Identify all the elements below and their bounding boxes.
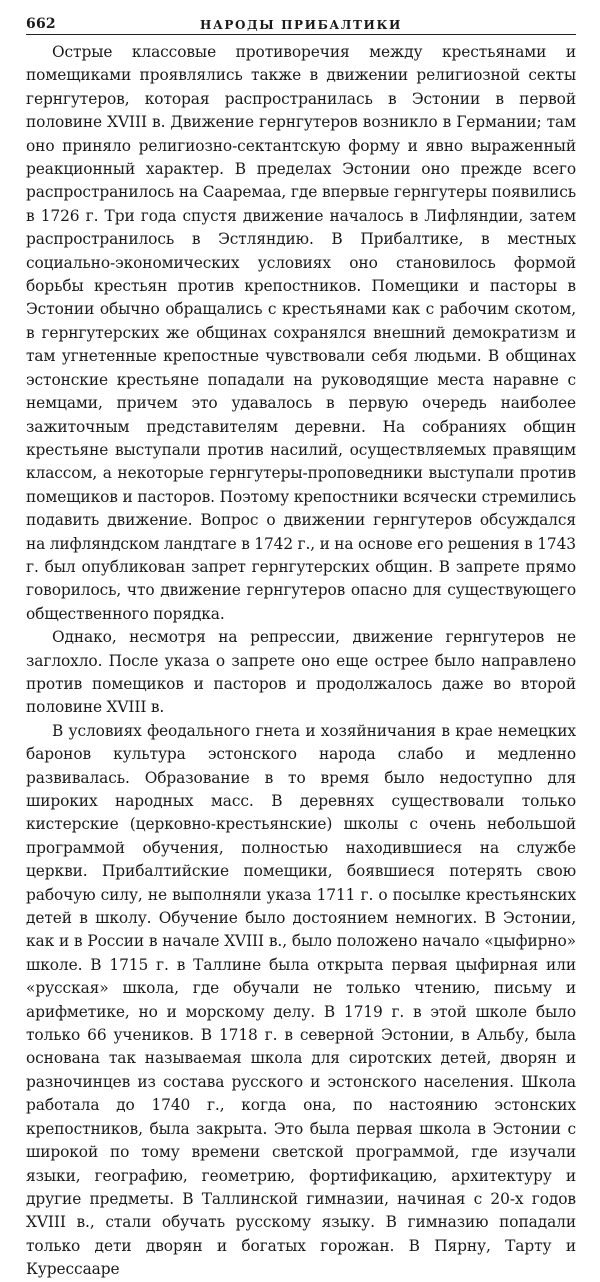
paragraph: Однако, несмотря на репрессии, движение гернгутеров не заглохло. После указа о запрете оно еще острее было направлено против помещиков и пасторов и продолжалось даже во второй половине XVIII в. <box>26 628 576 717</box>
page-number: 662 <box>26 16 56 32</box>
paragraph: Острые классовые противоречия между крестьянами и помещиками проявлялись также в движении религиозной секты гернгутеров, которая распространилась в Эстонии в первой половине XVIII в. Движение гернгутеров возникло в Германии; там оно приняло религиозно-сектантскую форму и явно выраженный реакционный характер. В пределах Эстонии оно прежде всего распространилось на Сааремаа, где впервые гернгутеры появились в 1726 г. Три года спустя движение началось в Лифляндии, затем распространилось в Эстляндию. В Прибалтике, в местных социально-экономических условиях оно становилось формой борьбы крестьян против крепостников. Помещики и пасторы в Эстонии обычно обращались с крестьянами как с рабочим скотом, в гернгутерских же общинах сохранялся внешний демократизм и там угнетенные крепостные чувствовали себя людьми. В общинах эстонские крестьяне попадали на руководящие места наравне с немцами, причем это удавалось в первую очередь наиболее зажиточным представителям деревни. На собраниях общин крестьяне выступали против насилий, осуществляемых правящим классом, а некоторые гернгутеры-проповедники выступали против помещиков и пасторов. Поэтому крепостники всячески стремились подавить движение. Вопрос о движении гернгутеров обсуждался на лифляндском ландтаге в 1742 г., и на основе его решения в 1743 г. был опубликован запрет гернгутерских общин. В запрете прямо говорилось, что движение гернгутеров опасно для существующего общественного порядка. <box>26 43 576 623</box>
paragraph: В условиях феодального гнета и хозяйничания в крае немецких баронов культура эстонского народа слабо и медленно развивалась. Образование в то время было недоступно для широких народных масс. В деревнях существовали только кистерские (церковно-крестьянские) школы с очень небольшой программой обучения, полностью находившиеся на службе церкви. Прибалтийские помещики, боявшиеся потерять свою рабочую силу, не выполняли указа 1711 г. о посылке крестьянских детей в школу. Обучение было достоянием немногих. В Эстонии, как и в России в начале XVIII в., было положено начало «цыфирно» школе. В 1715 г. в Таллине была открыта первая цыфирная или «русская» школа, где обучали не только чтению, письму и арифметике, но и морскому делу. В 1719 г. в этой школе было только 66 учеников. В 1718 г. в северной Эстонии, в Альбу, была основана так называемая школа для сиротских детей, дворян и разночинцев из состава русского и эстонского населения. Школа работала до 1740 г., когда она, по настоянию эстонских крепостников, была закрыта. Это была первая школа в Эстонии с широкой по тому времени светской программой, где изучали языки, географию, геометрию, фортификацию, архитектуру и другие предметы. В Таллинской гимназии, начиная с 20-х годов XVIII в., стали обучать русскому языку. В гимназию попадали только дети дворян и богатых горожан. В Пярну, Тарту и Курессааре <box>26 721 576 1279</box>
running-title: НАРОДЫ ПРИБАЛТИКИ <box>200 18 402 32</box>
page-header <box>26 12 576 35</box>
body-text <box>26 41 576 1282</box>
